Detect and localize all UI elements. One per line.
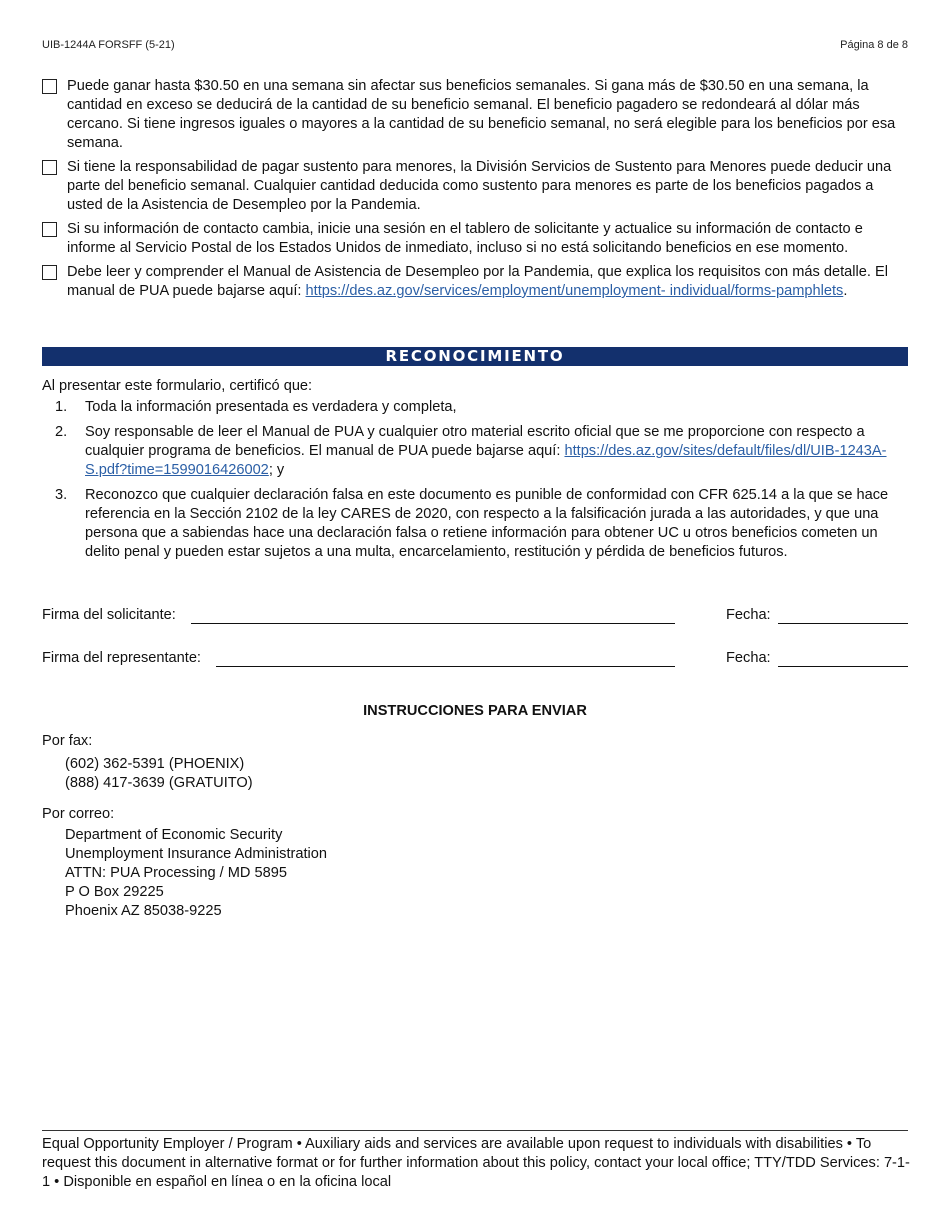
checklist-item bbox=[42, 158, 910, 215]
address-line: Phoenix AZ 85038-9225 bbox=[65, 903, 222, 919]
applicant-signature-row bbox=[42, 607, 908, 627]
list-item bbox=[42, 398, 910, 417]
list-text: Soy responsable de leer el Manual de PUA y cualquier otro material escrito oficial que se me proporcione con respecto a cualquier programa de beneficios. El manual de PUA puede bajarse aquí: https://des.az.gov/sites/default/files/dl/UIB-1243A-S.pdf?time=1599016426002; y bbox=[85, 424, 887, 478]
certification-intro: Al presentar este formulario, certificó que: bbox=[42, 378, 313, 394]
footer-text: Equal Opportunity Employer / Program • Auxiliary aids and services are available upon request to individuals with disabilities • To request this document in alternative format or for further information about this policy, contact your local office; TTY/TDD Services: 7-1-1 • Disponible en español en línea o en la oficina local bbox=[42, 1136, 910, 1190]
address-line: P O Box 29225 bbox=[65, 884, 164, 900]
fax-number: (888) 417-3639 (GRATUITO) bbox=[65, 775, 253, 791]
representative-signature-row bbox=[42, 650, 908, 670]
fax-number: (602) 362-5391 (PHOENIX) bbox=[65, 756, 245, 772]
representative-date-line[interactable] bbox=[778, 649, 908, 667]
list-item bbox=[42, 486, 910, 562]
pua-pdf-link[interactable]: https://des.az.gov/sites/default/files/dl/UIB-1243A-S.pdf?time=1599016426002 bbox=[85, 443, 887, 478]
checklist bbox=[42, 77, 910, 306]
fax-label: Por fax: bbox=[42, 733, 93, 749]
checklist-item bbox=[42, 220, 910, 258]
checkbox[interactable] bbox=[42, 265, 57, 280]
list-text: Reconozco que cualquier declaración falsa en este documento es punible de conformidad con CFR 625.14 a la que se hace referencia en la Sección 2102 de la ley CARES de 2020, con respecto a la falsificación jurada a las autoridades, y que una persona que a sabiendas hace una declaración falsa o retiene información para obtener UC u otros beneficios cometen un delito penal y pueden estar sujetos a una multa, encarcelamiento, restitución y pérdida de beneficios futuros. bbox=[85, 487, 889, 560]
checkbox[interactable] bbox=[42, 222, 57, 237]
list-number: 2. bbox=[55, 424, 68, 440]
list-number: 1. bbox=[55, 399, 68, 415]
checkbox[interactable] bbox=[42, 79, 57, 94]
checklist-text: Puede ganar hasta $30.50 en una semana sin afectar sus beneficios semanales. Si gana más de $30.50 en una semana, la cantidad en exceso se deducirá de la cantidad de su beneficio semanal. El beneficio pagadero se redondeará al dólar más cercano. Si tiene ingresos iguales o mayores a la cantidad de su beneficio semanal, no será elegible para los beneficios por esa semana. bbox=[67, 78, 896, 151]
applicant-signature-line[interactable] bbox=[191, 606, 675, 624]
pua-manual-link[interactable]: https://des.az.gov/services/employment/unemployment- individual/forms-pamphlets bbox=[305, 283, 844, 299]
applicant-date-line[interactable] bbox=[778, 606, 908, 624]
representative-signature-label: Firma del representante: bbox=[42, 650, 201, 666]
address-line: ATTN: PUA Processing / MD 5895 bbox=[65, 865, 287, 881]
checklist-text: Debe leer y comprender el Manual de Asistencia de Desempleo por la Pandemia, que explica los requisitos con más detalle. El manual de PUA puede bajarse aquí: https://des.az.gov/services/employment/unemployment- individual/forms-pamphlets. bbox=[67, 264, 888, 299]
representative-signature-line[interactable] bbox=[216, 649, 675, 667]
list-text: Toda la información presentada es verdadera y completa, bbox=[85, 399, 457, 415]
checkbox[interactable] bbox=[42, 160, 57, 175]
fax-section bbox=[42, 732, 253, 793]
list-number: 3. bbox=[55, 487, 68, 503]
checklist-item bbox=[42, 77, 910, 153]
form-id: UIB-1244A FORSFF (5-21) bbox=[42, 39, 175, 51]
address-line: Unemployment Insurance Administration bbox=[65, 846, 328, 862]
date-label: Fecha: bbox=[726, 607, 771, 623]
address-line: Department of Economic Security bbox=[65, 827, 283, 843]
applicant-signature-label: Firma del solicitante: bbox=[42, 607, 176, 623]
checklist-item bbox=[42, 263, 910, 301]
submit-instructions-title: INSTRUCCIONES PARA ENVIAR bbox=[363, 703, 587, 719]
date-label: Fecha: bbox=[726, 650, 771, 666]
certification-list bbox=[42, 398, 910, 568]
footer-divider bbox=[42, 1130, 908, 1131]
checklist-text: Si tiene la responsabilidad de pagar sustento para menores, la División Servicios de Sustento para Menores puede deducir una parte del beneficio semanal. Cualquier cantidad deducida como sustento para menores es parte de los beneficios pagados a usted de la Asistencia de Desempleo por la Pandemia. bbox=[67, 159, 892, 213]
mail-section bbox=[42, 805, 327, 921]
section-banner: RECONOCIMIENTO bbox=[42, 347, 908, 366]
mail-label: Por correo: bbox=[42, 806, 115, 822]
checklist-text: Si su información de contacto cambia, inicie una sesión en el tablero de solicitante y actualice su información de contacto e informe al Servicio Postal de los Estados Unidos de inmediato, incluso si no está solicitando beneficios en ese momento. bbox=[67, 221, 863, 256]
page-number: Página 8 de 8 bbox=[840, 39, 908, 51]
list-item bbox=[42, 423, 910, 480]
